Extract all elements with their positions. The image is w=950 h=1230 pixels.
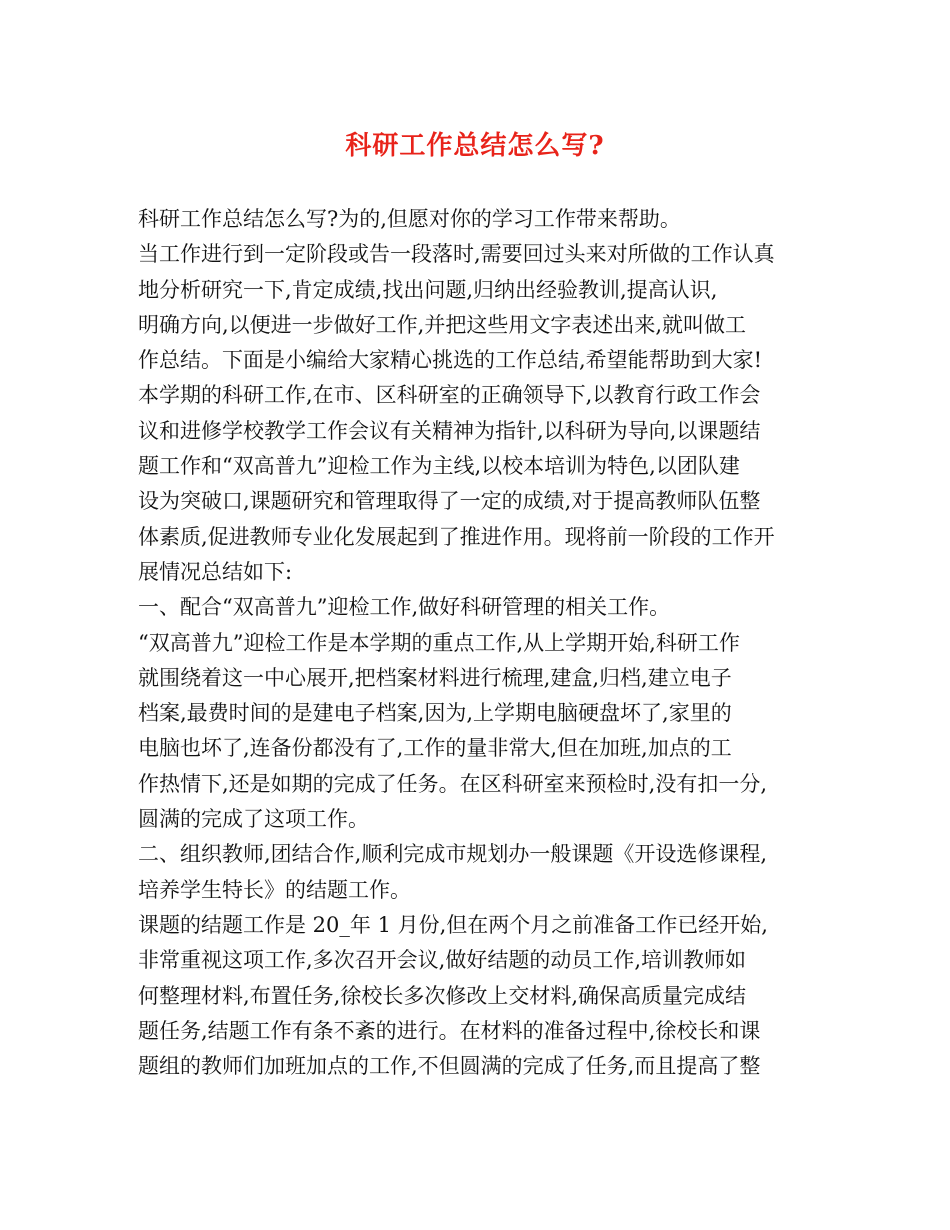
text-line: 何整理材料,布置任务,徐校长多次修改上交材料,确保高质量完成结	[138, 983, 747, 1008]
text-line: “双高普九”迎检工作是本学期的重点工作,从上学期开始,科研工作	[138, 630, 740, 655]
text-line: 展情况总结如下:	[138, 559, 293, 584]
text-line: 当工作进行到一定阶段或告一段落时,需要回过头来对所做的工作认真	[138, 242, 775, 267]
text-line: 作总结。下面是小编给大家精心挑选的工作总结,希望能帮助到大家!	[138, 348, 763, 373]
text-line: 本学期的科研工作,在市、区科研室的正确领导下,以教育行政工作会	[138, 383, 761, 408]
text-line: 作热情下,还是如期的完成了任务。在区科研室来预检时,没有扣一分,	[138, 771, 768, 796]
text-line: 体素质,促进教师专业化发展起到了推进作用。现将前一阶段的工作开	[138, 524, 775, 549]
text-line: 明确方向,以便进一步做好工作,并把这些用文字表述出来,就叫做工	[138, 312, 747, 337]
text-line: 科研工作总结怎么写?为的,但愿对你的学习工作带来帮助。	[138, 207, 681, 231]
text-line: 培养学生特长》的结题工作。	[138, 877, 411, 902]
text-line: 电脑也坏了,连备份都没有了,工作的量非常大,但在加班,加点的工	[138, 736, 732, 761]
document-body	[138, 202, 828, 1084]
text-line: 题工作和“双高普九”迎检工作为主线,以校本培训为特色,以团队建	[138, 454, 740, 479]
text-line: 一、配合“双高普九”迎检工作,做好科研管理的相关工作。	[138, 595, 671, 620]
text-line: 题任务,结题工作有条不紊的进行。在材料的准备过程中,徐校长和课	[138, 1018, 761, 1043]
page-title: 科研工作总结怎么写?	[345, 131, 605, 161]
text-line: 二、组织教师,团结合作,顺利完成市规划办一般课题《开设选修课程,	[138, 842, 768, 867]
text-line: 题组的教师们加班加点的工作,不但圆满的完成了任务,而且提高了整	[138, 1054, 761, 1079]
text-line: 议和进修学校教学工作会议有关精神为指针,以科研为导向,以课题结	[138, 418, 761, 443]
text-line: 圆满的完成了这项工作。	[138, 807, 369, 832]
text-line: 就围绕着这一中心展开,把档案材料进行梳理,建盒,归档,建立电子	[138, 665, 732, 690]
text-line: 设为突破口,课题研究和管理取得了一定的成绩,对于提高教师队伍整	[138, 489, 761, 514]
text-line: 非常重视这项工作,多次召开会议,做好结题的动员工作,培训教师如	[138, 948, 747, 973]
text-line: 档案,最费时间的是建电子档案,因为,上学期电脑硬盘坏了,家里的	[138, 701, 732, 726]
text-line: 课题的结题工作是 20_年 1 月份,但在两个月之前准备工作已经开始,	[138, 912, 768, 937]
text-line: 地分析研究一下,肯定成绩,找出问题,归纳出经验教训,提高认识,	[138, 277, 718, 302]
